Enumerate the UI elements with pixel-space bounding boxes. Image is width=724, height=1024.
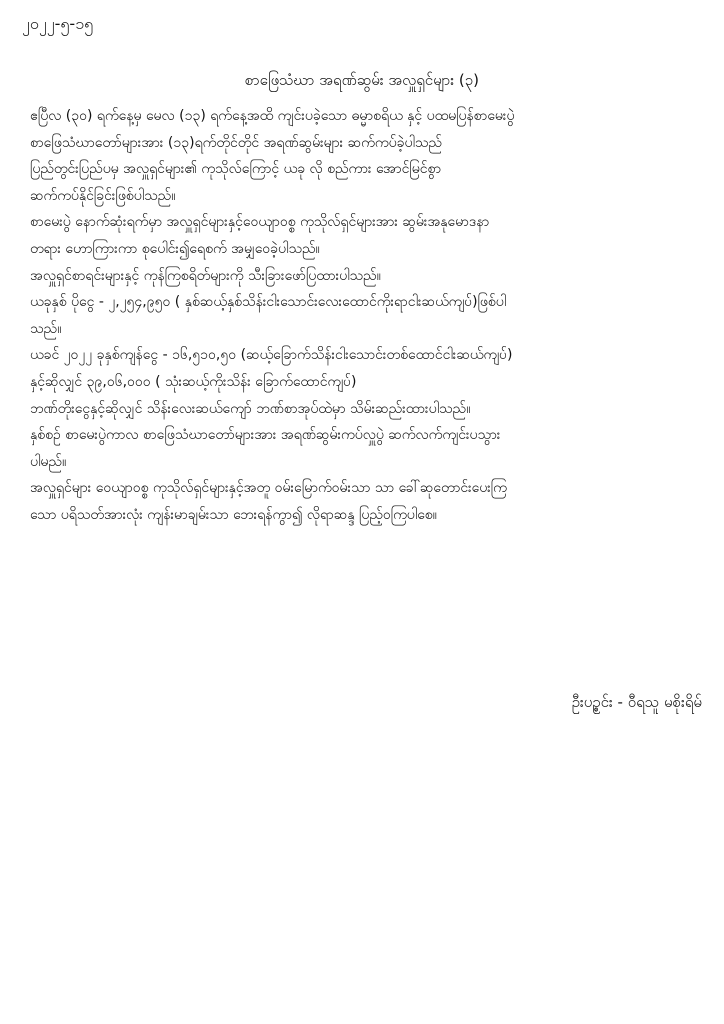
body-line: စာဖြေသံဃာတော်များအား (၁၃)ရက်တိုင်တိုင် အရဏ်ဆွမ်းများ ဆက်ကပ်ခဲ့ပါသည် bbox=[30, 134, 442, 151]
document-signature: ဦးပဥ္စင်း - ဝီရသူ မစိုးရိမ် bbox=[571, 693, 702, 711]
body-line: နှင့်ဆိုလျှင် ၃၉,၀၆,၀၀၀ ( သုံးဆယ့်ကိုးသိန်း ခြောက်ထောင်ကျပ်) bbox=[30, 373, 357, 390]
body-line: နှစ်စဉ် စာမေးပွဲကာလ စာဖြေသံဃာတော်များအား အရဏ်ဆွမ်းကပ်လှူပွဲ ဆက်လက်ကျင်းပသွား bbox=[30, 427, 501, 444]
body-line: သည်။ bbox=[30, 320, 62, 337]
document-body bbox=[30, 103, 710, 529]
body-line: ဆက်ကပ်နိုင်ခြင်းဖြစ်ပါသည်။ bbox=[30, 187, 176, 204]
body-line: အလှူရှင်စာရင်းများနှင့် ကုန်ကြစရိတ်များကို သီးခြားဖော်ပြထားပါသည်။ bbox=[30, 267, 381, 284]
body-line: သော ပရိသတ်အားလုံး ကျန်းမာချမ်းသာ ဘေးရန်ကွာ၍ လိုရာဆန္ဒ ပြည့်ဝကြပါစေ။ bbox=[30, 506, 437, 523]
body-line: ဧပြီလ (၃၀) ရက်နေ့မှ မေလ (၁၃) ရက်နေ့အထိ ကျင်းပခဲ့သော ဓမ္မာစရိယ နှင့် ပထမပြန်စာမေးပွဲ bbox=[30, 108, 515, 124]
body-line: စာမေးပွဲ နောက်ဆုံးရက်မှာ အလှူရှင်များနှင့်ဝေယျာဝစ္စ ကုသိုလ်ရှင်များအား ဆွမ်းအနုမောဒနာ bbox=[30, 214, 490, 231]
document-title: စာဖြေသံဃာ အရဏ်ဆွမ်း အလှူရှင်များ (၃) bbox=[245, 71, 479, 89]
document-date: ၂၀၂၂-၅-၁၅ bbox=[22, 14, 94, 33]
body-line: ယခင် ၂၀၂၂ ခုနှစ်ကျန်ငွေ - ၁၆,၅၁၀,၅၀ (ဆယ့်ခြောက်သိန်းငါးသောင်းတစ်ထောင်ငါးဆယ်ကျပ်) bbox=[30, 347, 513, 364]
body-line: အလှူရှင်များ ဝေယျာဝစ္စ ကုသိုလ်ရှင်များနှင့်အတူ ဝမ်းမြောက်ဝမ်းသာ သာ ခေါ်ဆုတောင်းပေးကြ bbox=[30, 480, 507, 497]
body-line: ဘဏ်တိုးငွေနှင့်ဆိုလျှင် သိန်းလေးဆယ်ကျော် ဘဏ်စာအုပ်ထဲမှာ သိမ်းဆည်းထားပါသည်။ bbox=[30, 400, 471, 417]
body-line: ယခုနှစ် ပိုငွေ - ၂,၂၅၄,၉၅၀ ( နှစ်ဆယ့်နှစ်သိန်းငါးသောင်းလေးထောင်ကိုးရာငါးဆယ်ကျပ်)ဖြစ်ပါ bbox=[30, 294, 507, 311]
body-line: ပြည်တွင်းပြည်ပမှ အလှူရှင်များ၏ ကုသိုလ်ကြောင့် ယခု လို စည်ကား အောင်မြင်စွာ bbox=[30, 161, 442, 178]
body-line: ပါမည်။ bbox=[30, 453, 67, 470]
body-line: တရား ဟောကြားကာ စုပေါင်း၍ရေစက် အမျှဝေခဲ့ပါသည်။ bbox=[30, 240, 320, 257]
